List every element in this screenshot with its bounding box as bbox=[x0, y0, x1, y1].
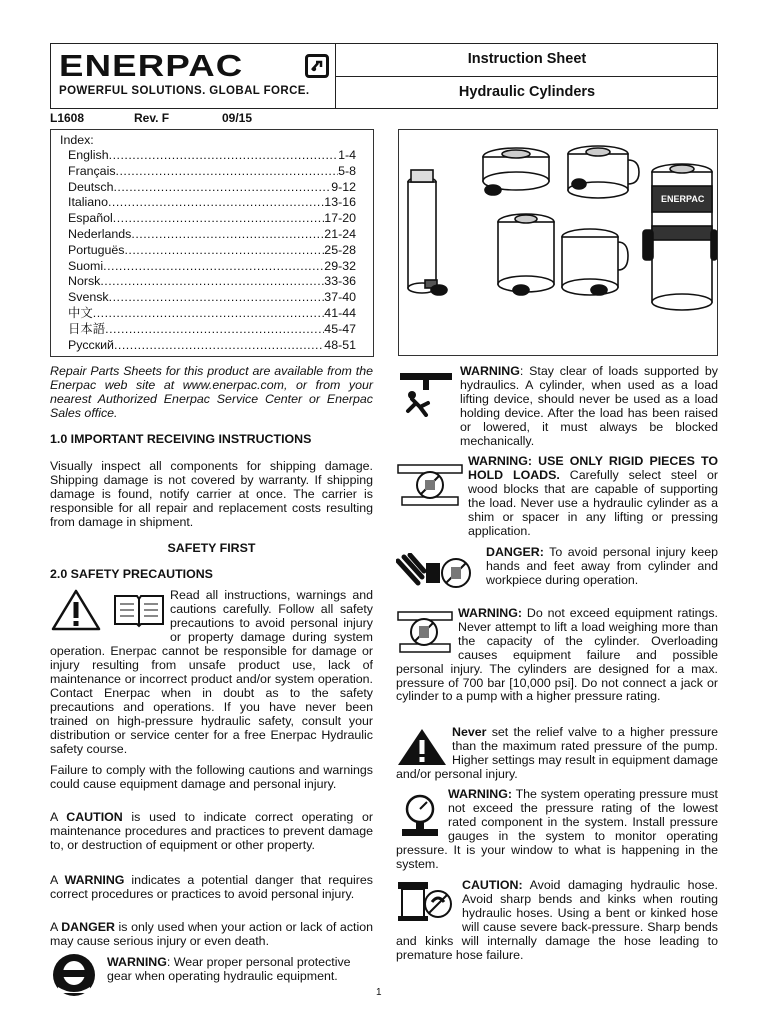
danger-definition: A DANGER is only used when your action or lack of action may cause serious injury or even death. bbox=[50, 920, 373, 948]
index-language: English bbox=[68, 148, 109, 162]
brand-mark-icon bbox=[305, 54, 329, 78]
section-1-heading: 1.0 IMPORTANT RECEIVING INSTRUCTIONS bbox=[50, 432, 312, 446]
index-pages: 17-20 bbox=[324, 211, 356, 226]
page-number: 1 bbox=[376, 987, 382, 998]
keep-hands-away-icon bbox=[396, 553, 480, 596]
warning-rigid-pieces: WARNING: USE ONLY RIGID PIECES TO HOLD LOADS. Carefully select steel or wood blocks that are capable of supporting the load. Never use a hydraulic cylinder as a shim or spacer in any lifting or pressing application. bbox=[468, 454, 718, 538]
danger-keep-hands-away: DANGER: To avoid personal injury keep hands and feet away from cylinder and workpiece during operation. bbox=[486, 545, 718, 587]
logo-cell bbox=[51, 44, 336, 108]
index-entry bbox=[68, 259, 356, 275]
index-leader bbox=[114, 338, 324, 354]
index-list bbox=[68, 148, 356, 353]
caution-hydraulic-hose: CAUTION: Avoid damaging hydraulic hose. Avoid sharp bends and kinks when routing hydraulic hoses. Using a bent or kinked hose will cause severe back-pressure. Sharp bends and kinks will internally damage the hose leading to premature hose failure. bbox=[396, 878, 718, 962]
sheet-title: Hydraulic Cylinders bbox=[458, 84, 596, 100]
index-entry bbox=[68, 243, 356, 259]
warning-equipment-ratings: WARNING: Do not exceed equipment ratings. Never attempt to lift a load weighing more than the capacity of the cylinder. Overloading causes equipment failure and possible personal injury. The cylinders are designed for a max. pressure of 700 bar [10,000 psi]. Do not connect a jack or cylinder to a pump with a higher pressure rating. bbox=[396, 606, 718, 704]
index-entry bbox=[68, 211, 356, 227]
hydraulic-cylinders-illustration bbox=[399, 130, 717, 355]
index-pages: 21-24 bbox=[324, 226, 356, 241]
never-relief-valve: Never set the relief valve to a higher pressure than the maximum rated pressure of the pump. Higher settings may result in equipment damage and/or personal injury. bbox=[396, 725, 718, 781]
index-entry bbox=[68, 290, 356, 306]
index-entry bbox=[68, 322, 356, 338]
index-leader bbox=[113, 211, 325, 227]
index-entry bbox=[68, 274, 356, 290]
index-heading: Index: bbox=[60, 133, 94, 147]
warning-definition: A WARNING indicates a potential danger that requires correct procedures or practices to avoid personal injury. bbox=[50, 873, 373, 901]
language-index bbox=[50, 129, 374, 357]
index-language: Portuguës bbox=[68, 242, 125, 257]
section-1-text: Visually inspect all components for shipping damage. Shipping damage is not covered by warranty. If shipping damage is found, notify carrier at once. The carrier is responsible for all repair and replacement costs resulting from damage in shipment. bbox=[50, 459, 373, 529]
product-image bbox=[398, 129, 718, 356]
index-leader bbox=[116, 164, 339, 180]
safety-first-heading: SAFETY FIRST bbox=[167, 541, 256, 555]
index-entry bbox=[68, 148, 356, 164]
index-language: Français bbox=[68, 163, 116, 178]
index-pages: 37-40 bbox=[324, 290, 356, 305]
sheet-type: Instruction Sheet bbox=[467, 51, 587, 67]
index-language: Español bbox=[68, 211, 113, 226]
index-pages: 29-32 bbox=[324, 258, 356, 273]
index-leader bbox=[100, 274, 324, 290]
index-entry bbox=[68, 338, 356, 354]
index-entry bbox=[68, 164, 356, 180]
doc-number: L1608 bbox=[50, 111, 85, 125]
index-language: Русский bbox=[68, 337, 114, 352]
doc-revision: Rev. F bbox=[134, 111, 170, 125]
index-leader bbox=[103, 259, 324, 275]
index-entry bbox=[68, 227, 356, 243]
index-entry bbox=[68, 195, 356, 211]
cylinder-label: ENERPAC bbox=[661, 194, 705, 204]
index-pages: 13-16 bbox=[324, 195, 356, 210]
index-pages: 5-8 bbox=[338, 163, 356, 178]
caution-definition: A CAUTION is used to indicate correct operating or maintenance procedures and practices to prevent damage to, or destruction of equipment or other property. bbox=[50, 810, 373, 852]
brand-tagline: POWERFUL SOLUTIONS. GLOBAL FORCE. bbox=[59, 85, 310, 97]
index-language: Nederlands bbox=[68, 226, 132, 241]
index-leader bbox=[113, 180, 331, 196]
header-divider bbox=[335, 76, 717, 77]
index-entry bbox=[68, 306, 356, 322]
gear-warning: WARNING: Wear proper personal protective gear when operating hydraulic equipment. bbox=[107, 955, 351, 983]
index-pages: 41-44 bbox=[324, 305, 356, 320]
index-leader bbox=[109, 290, 325, 306]
index-pages: 25-28 bbox=[324, 242, 356, 257]
index-leader bbox=[109, 148, 338, 164]
failure-text: Failure to comply with the following cautions and warnings could cause equipment damage and personal injury. bbox=[50, 763, 373, 791]
doc-date: 09/15 bbox=[222, 111, 253, 125]
index-leader bbox=[93, 306, 325, 322]
index-leader bbox=[124, 243, 324, 259]
index-leader bbox=[131, 227, 324, 243]
index-pages: 1-4 bbox=[338, 148, 356, 162]
index-language: 中文 bbox=[68, 305, 93, 320]
index-leader bbox=[108, 195, 324, 211]
safety-intro: Read all instructions, warnings and cautions carefully. Follow all safety precautions to avoid personal injury or property damage during system operation. Enerpac cannot be responsible for damage or injury resulting from unsafe product use, lack of maintenance or incorrect product and/or system operation. Contact Enerpac when in doubt as to the safety precautions and operations. If you have never been trained on high-pressure hydraulic safety, consult your distribution or service center for a free Enerpac Hydraulic safety course. bbox=[50, 588, 373, 756]
protective-gear-icon bbox=[50, 953, 98, 1002]
index-language: Norsk bbox=[68, 274, 101, 289]
document-header bbox=[50, 43, 718, 109]
brand-logo: ENERPAC bbox=[59, 48, 244, 83]
index-language: Deutsch bbox=[68, 179, 114, 194]
index-pages: 33-36 bbox=[324, 274, 356, 289]
index-language: Svensk bbox=[68, 290, 109, 305]
index-pages: 45-47 bbox=[324, 321, 356, 336]
index-pages: 9-12 bbox=[331, 179, 356, 194]
warning-system-pressure: WARNING: The system operating pressure must not exceed the pressure rating of the lowest rated component in the system. Install pressure gauges in the system to monitor operating pressure. It is your window to what is happening in the system. bbox=[396, 787, 718, 871]
section-2-heading: 2.0 SAFETY PRECAUTIONS bbox=[50, 567, 213, 581]
index-pages: 48-51 bbox=[324, 337, 356, 352]
repair-parts-note: Repair Parts Sheets for this product are available from the Enerpac web site at www.enerpac.com, or from your nearest Authorized Enerpac Service Center or Enerpac Sales office. bbox=[50, 364, 373, 420]
index-entry bbox=[68, 180, 356, 196]
warning-stay-clear: WARNING: Stay clear of loads supported by hydraulics. A cylinder, when used as a load lifting device, should never be used as a load holding device. After the load has been raised or lowered, it must always be blocked mechanically. bbox=[460, 364, 718, 448]
index-language: 日本語 bbox=[68, 321, 106, 336]
index-language: Suomi bbox=[68, 258, 104, 273]
index-language: Italiano bbox=[68, 195, 108, 210]
index-leader bbox=[105, 322, 324, 338]
